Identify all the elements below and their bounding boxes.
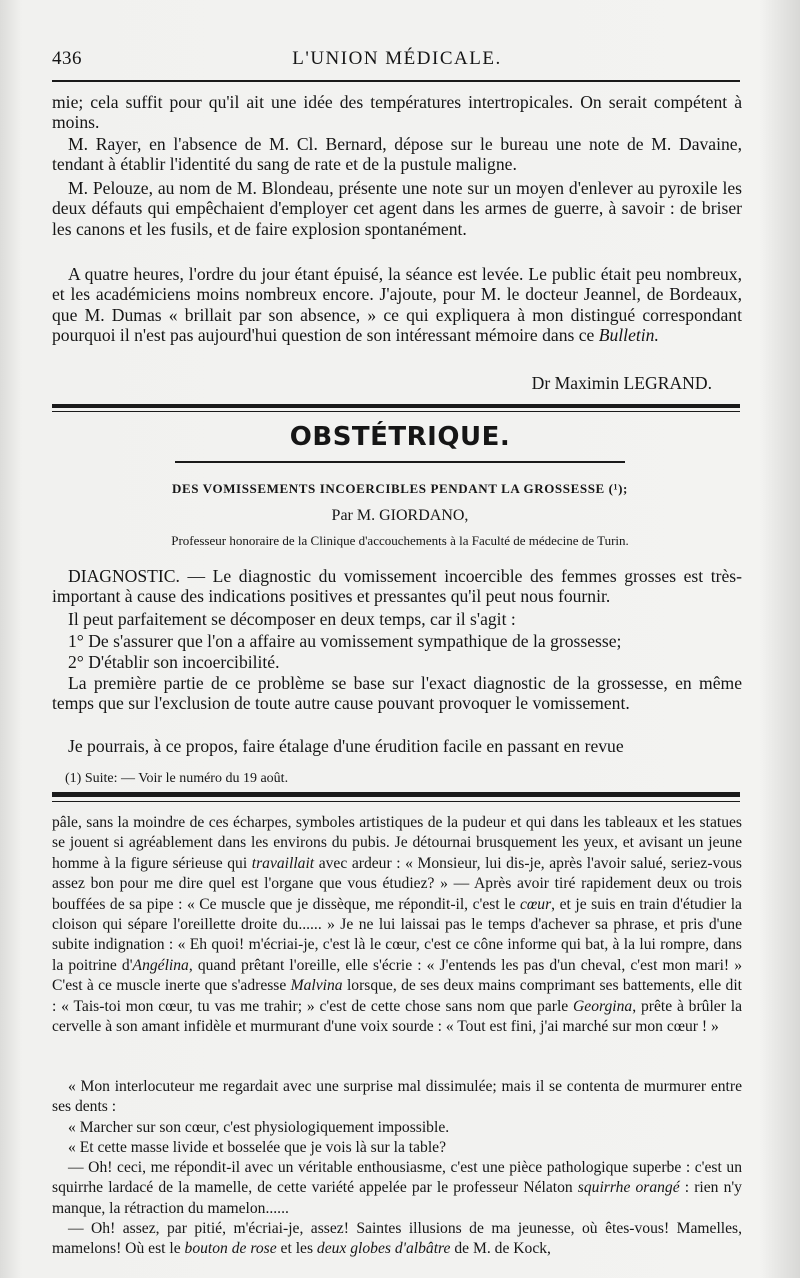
feuilleton-text-a: pâle, sans la moindre de ces écharpes, symboles artistiques de la pudeur et qui dans les tableaux et les statues se jouent si agréablement dans les environs du pubis. Je détournai brusquement les yeux, et avisant un jeune homme à la figure sérieuse qui [52, 814, 742, 872]
feuilleton-paragraph-4: « Et cette masse livide et bosselée que je vois là sur la table? [68, 1139, 447, 1156]
feuilleton-text-e: , et je suis en train d'étudier la cloison qui sépare l'oreillette droite du...... » Je ne lui laissai pas le temps d'achever sa phrase, et pris d'une subite indignation : « Eh quoi! m'écriai-je, c'est là le cœur, c'est ce cône informe qui bat, à la lui rompre, dans la poitrine d' [52, 895, 742, 974]
feuilleton-italic-georgina: Georgina [573, 997, 633, 1015]
diagnostic-text: — Le diagnostic du vomissement incoercible des femmes grosses est très-important à cause des indications positives et pressantes qu'il peut nous fournir. [52, 566, 742, 607]
feuilleton-rule [52, 792, 740, 797]
signature: Dr Maximin LEGRAND. [531, 373, 712, 393]
paragraph-first-part: La première partie de ce problème se base sur l'exact diagnostic de la grossesse, en même temps que sur l'exclusion de toute autre cause pouvant provoquer le vomissement. [52, 673, 742, 714]
feuilleton-paragraph-2: « Mon interlocuteur me regardait avec une surprise mal dissimulée; mais il se contenta de murmurer entre ses dents : [52, 1078, 742, 1116]
article-title: DES VOMISSEMENTS INCOERCIBLES PENDANT LA GROSSESSE (¹); [172, 481, 628, 496]
feuilleton-italic-malvina: Malvina [290, 977, 343, 995]
section-title-underline [175, 461, 625, 463]
feuilleton-text-k: , prête à brûler la cervelle à son amant infidèle et murmurant d'une voix sourde : « Tout est fini, j'ai marché sur mon cœur ! » [52, 997, 742, 1036]
feuilleton-paragraph-1 [52, 813, 742, 1037]
bulletin-word: Bulletin. [598, 324, 659, 345]
paragraph-rayer: M. Rayer, en l'absence de M. Cl. Bernard, dépose sur le bureau une note de M. Davaine, tendant à établir l'identité du sang de rate et de la pustule maligne. [52, 134, 742, 175]
author-affiliation: Professeur honoraire de la Clinique d'accouchements à la Faculté de médecine de Turin. [171, 533, 629, 548]
footnote: (1) Suite: — Voir le numéro du 19 août. [65, 771, 289, 786]
feuilleton-text-g: , quand prêtant l'oreille, elle s'écrie : « J'entends les pas d'un cheval, c'est mon mari! » C'est à ce muscle inerte que s'adresse [52, 956, 742, 995]
feuilleton-paragraph-3: « Marcher sur son cœur, c'est physiologiquement impossible. [68, 1119, 450, 1136]
feuilleton-text-c: avec ardeur : « Monsieur, lui dis-je, après l'avoir salué, seriez-vous assez bon pour me dire quel est l'organe que vous étudiez? » — Après avoir tiré rapidement deux ou trois bouffées de sa pipe : « Ce muscle que je dissèque, me répondit-il, c'est le [52, 854, 742, 913]
feuilleton-text-i: lorsque, de ses deux mains comprimant ses battements, elle dit : « Tais-toi mon cœur, tu vas me trahir; » c'est de cette chose sans nom que parle [52, 977, 742, 1015]
feuilleton-text-6e: de M. de Kock, [450, 1240, 551, 1258]
feuilleton-italic-coeur: cœur [519, 895, 552, 913]
paragraph-erudition: Je pourrais, à ce propos, faire étalage d'une érudition facile en passant en revue [68, 736, 624, 756]
page-number: 436 [52, 48, 82, 69]
section-title: OBSTÉTRIQUE. [289, 422, 511, 452]
paragraph-diagnostic [52, 566, 742, 607]
feuilleton-italic-globes: deux globes d'albâtre [316, 1240, 451, 1258]
section-rule-top [52, 404, 740, 408]
feuilleton-italic-bouton: bouton de rose [184, 1240, 277, 1258]
header-rule [52, 80, 740, 82]
paragraph-pelouze: M. Pelouze, au nom de M. Blondeau, présente une note sur un moyen d'enlever au pyroxile les deux défauts qui empêchaient d'employer cet agent dans les armes de guerre, à savoir : de briser les canons et les fusils, et de faire explosion spontanément. [52, 178, 742, 239]
feuilleton-text-5c: : rien n'y manque, la rétraction du mamelon...... [52, 1179, 742, 1217]
paragraph-step-one: 1° De s'assurer que l'on a affaire au vomissement sympathique de la grossesse; [68, 631, 622, 651]
feuilleton-text-6c: et les [276, 1240, 317, 1258]
feuilleton-paragraph-5 [52, 1158, 742, 1219]
feuilleton-italic-angelina: Angélina [132, 956, 189, 974]
paragraph-two-steps: Il peut parfaitement se décomposer en deux temps, car il s'agit : [68, 609, 516, 629]
feuilleton-paragraph-6 [52, 1219, 742, 1260]
paragraph-step-two: 2° D'établir son incoercibilité. [68, 652, 280, 672]
running-title: L'UNION MÉDICALE. [292, 48, 502, 69]
paragraph-closing-session [52, 264, 742, 345]
section-rule-top-fine [52, 411, 740, 412]
feuilleton-rule-fine [52, 801, 740, 802]
feuilleton-text-6a: — Oh! assez, par pitié, m'écriai-je, assez! Saintes illusions de ma jeunesse, où êtes-vous! Mamelles, mamelons! Où est le [52, 1220, 742, 1258]
feuilleton-italic-travaillait: travaillait [251, 854, 315, 872]
diagnostic-label: DIAGNOSTIC. [68, 566, 180, 586]
paragraph-temperatures: mie; cela suffit pour qu'il ait une idée des températures intertropicales. On serait compétent à moins. [52, 92, 742, 133]
page-header [52, 48, 742, 78]
feuilleton-italic-squirrhe: squirrhe orangé [577, 1179, 680, 1197]
feuilleton-text-5a: — Oh! ceci, me répondit-il avec un véritable enthousiasme, c'est une pièce pathologique superbe : c'est un squirrhe lardacé de la mamelle, de cette variété appelée par le professeur Nélaton [52, 1159, 742, 1197]
article-byline: Par M. GIORDANO, [331, 507, 469, 524]
closing-session-text: A quatre heures, l'ordre du jour étant épuisé, la séance est levée. Le public était peu nombreux, et les académiciens moins nombreux encore. J'ajoute, pour M. le docteur Jeannel, de Bordeaux, que M. Dumas « brillait par son absence, » ce qui expliquera à mon distingué correspondant pourquoi il n'est pas aujourd'hui question de son intéressant mémoire dans ce [52, 264, 742, 345]
